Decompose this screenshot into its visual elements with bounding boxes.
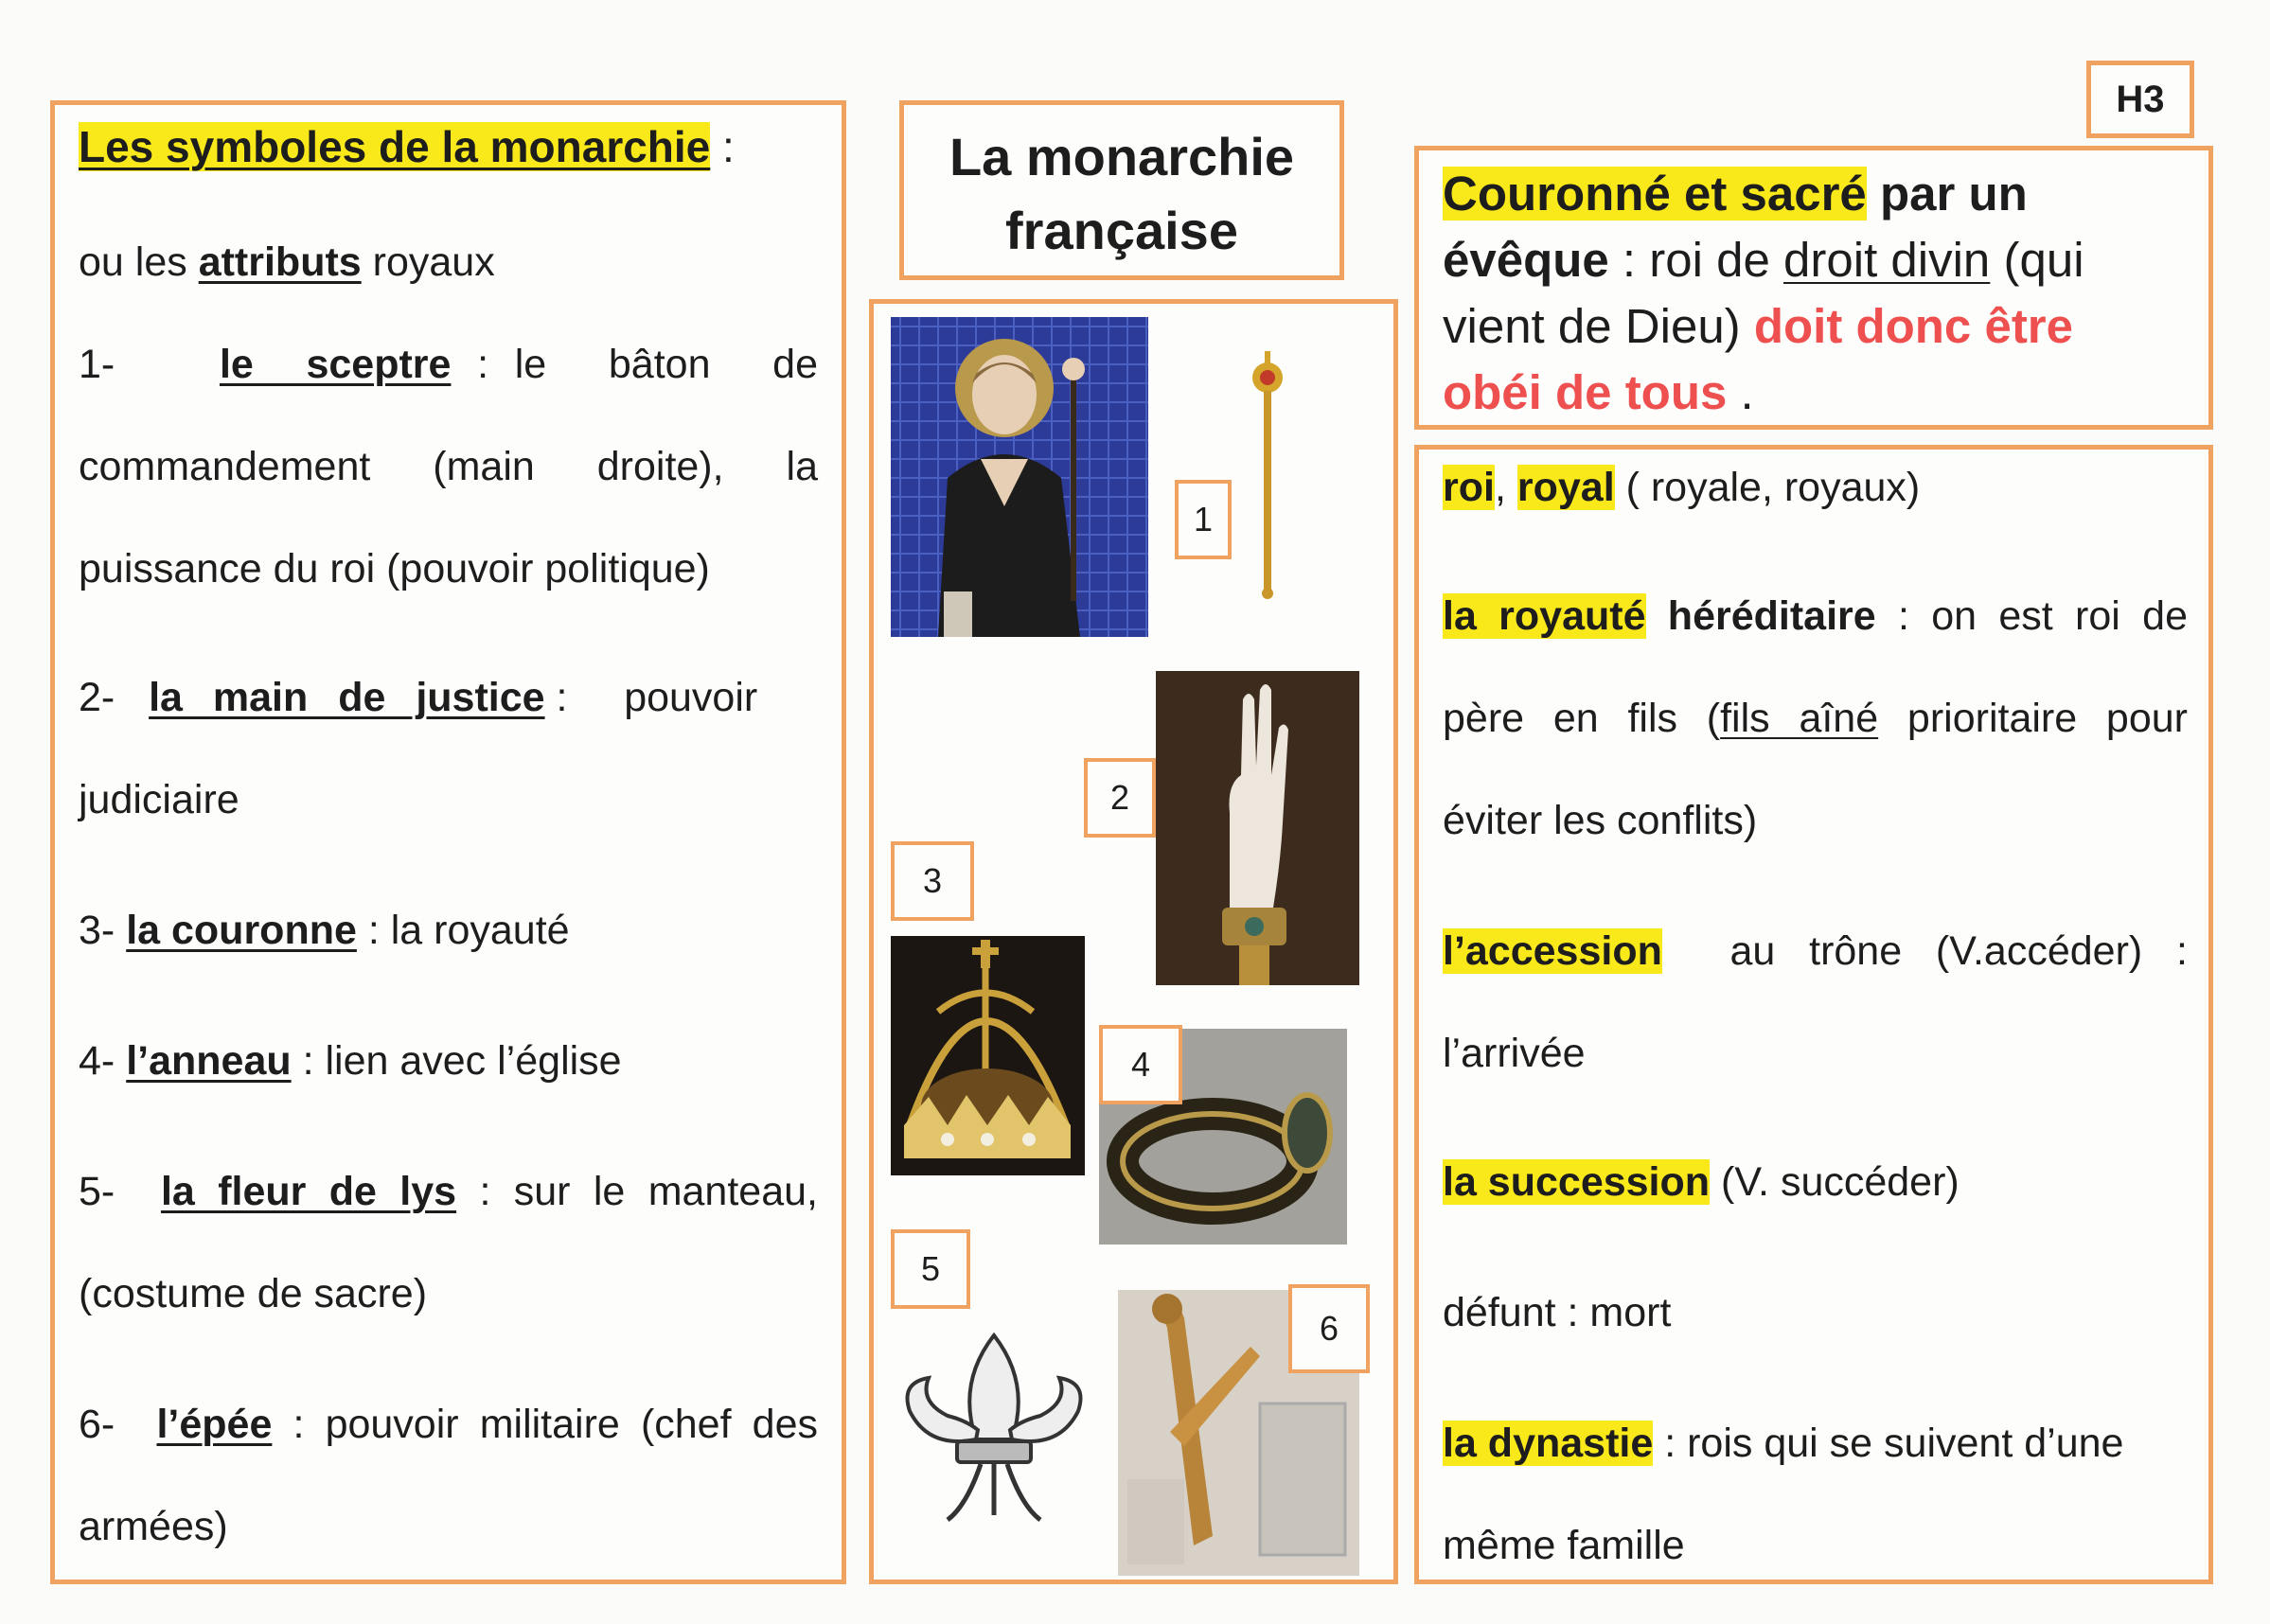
item-sceptre-line3: puissance du roi (pouvoir politique) bbox=[79, 546, 710, 591]
title-line-1: La monarchie bbox=[949, 127, 1295, 186]
figure-number-1: 1 bbox=[1175, 480, 1232, 559]
item-epee-line2: armées) bbox=[79, 1504, 228, 1549]
vocab-dynastie-line2: même famille bbox=[1443, 1523, 1685, 1568]
vocab-succession: la succession (V. succéder) bbox=[1443, 1159, 1960, 1205]
figure-number-4: 4 bbox=[1099, 1025, 1182, 1104]
vocab-royaute: la royauté héréditaire : on est roi de bbox=[1443, 593, 2188, 639]
item-fleur-de-lys-line2: (costume de sacre) bbox=[79, 1271, 428, 1316]
item-fleur-de-lys: 5- la fleur de lys : sur le manteau, bbox=[79, 1169, 818, 1214]
vocab-royaute-line3: éviter les conflits) bbox=[1443, 798, 1758, 843]
figure-number-5: 5 bbox=[891, 1229, 970, 1309]
symbols-heading: Les symboles de la monarchie : bbox=[79, 122, 735, 171]
item-anneau: 4- l’anneau : lien avec l’église bbox=[79, 1038, 622, 1084]
sacre-panel bbox=[1414, 146, 2213, 430]
symbols-images-panel bbox=[869, 299, 1398, 1584]
king-portrait-image bbox=[891, 317, 1148, 637]
item-main-de-justice-line2: judiciaire bbox=[79, 777, 239, 822]
figure-number-6: 6 bbox=[1288, 1284, 1370, 1373]
symbols-panel bbox=[50, 100, 846, 1584]
sacre-line-3: vient de Dieu) doit donc être bbox=[1443, 299, 2074, 353]
fleur-de-lys-image bbox=[891, 1326, 1097, 1534]
page-title bbox=[899, 100, 1344, 280]
hand-of-justice-image bbox=[1156, 671, 1359, 985]
symbols-subtitle: ou les attributs royaux bbox=[79, 239, 495, 285]
item-couronne: 3- la couronne : la royauté bbox=[79, 908, 570, 953]
figure-number-2: 2 bbox=[1084, 758, 1156, 838]
item-epee: 6- l’épée : pouvoir militaire (chef des bbox=[79, 1402, 818, 1447]
title-line-2: française bbox=[1005, 201, 1238, 260]
vocab-royaute-line2: père en fils (fils aîné prioritaire pour bbox=[1443, 696, 2188, 741]
sacre-line-2: évêque : roi de droit divin (qui bbox=[1443, 233, 2084, 287]
vocab-defunt: défunt : mort bbox=[1443, 1290, 1672, 1335]
vocabulary-panel bbox=[1414, 445, 2213, 1584]
sacre-line-4: obéi de tous . bbox=[1443, 365, 1754, 419]
crown-image bbox=[891, 936, 1085, 1175]
figure-number-3: 3 bbox=[891, 841, 974, 921]
item-main-de-justice: 2- la main de justice : pouvoir bbox=[79, 675, 758, 720]
vocab-accession-line2: l’arrivée bbox=[1443, 1031, 1586, 1076]
chapter-badge: H3 bbox=[2086, 61, 2194, 138]
sceptre-image bbox=[1245, 345, 1290, 601]
vocab-dynastie: la dynastie : rois qui se suivent d’une bbox=[1443, 1421, 2124, 1466]
item-sceptre: 1- le sceptre : le bâton de bbox=[79, 342, 818, 387]
item-sceptre-line2: commandement (main droite), la bbox=[79, 444, 818, 489]
vocab-accession: l’accession au trône (V.accéder) : bbox=[1443, 928, 2188, 974]
sacre-line-1: Couronné et sacré par un bbox=[1443, 167, 2028, 221]
vocab-roi: roi, royal ( royale, royaux) bbox=[1443, 465, 1921, 510]
